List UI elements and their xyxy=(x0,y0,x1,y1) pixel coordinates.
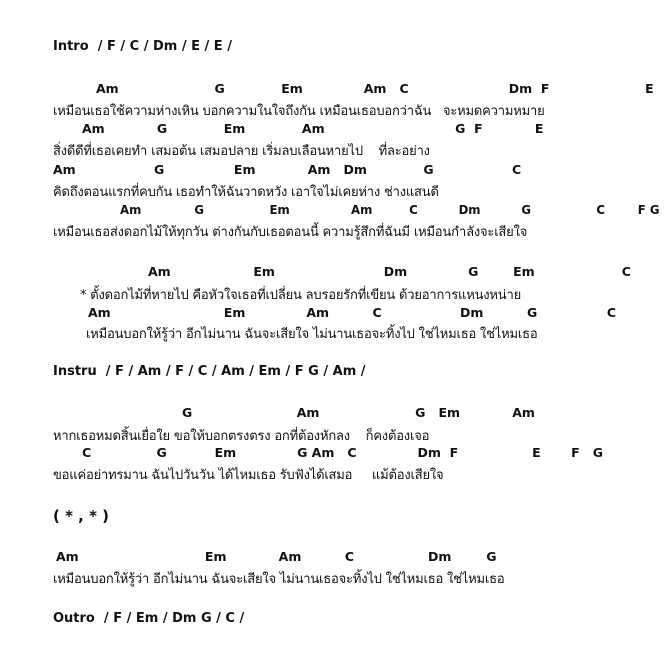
chord-line: Am Em Am C Dm G C xyxy=(88,305,617,320)
lyric-line: เหมือนบอกให้รู้ว่า อีกไม่นาน ฉันจะเสียใจ ไม่นานเธอจะทิ้งไป ใช่ไหมเธอ ใช่ไหมเธอ xyxy=(86,327,538,342)
chord-line: Am G Em Am Dm G C xyxy=(53,162,522,177)
repeat-marker: ( * , * ) xyxy=(53,507,109,525)
chord-line: Am Em Am C Dm G xyxy=(56,549,497,564)
lyric-line: คิดถึงตอนแรกที่คบกัน เธอทำให้ฉันวาดหวัง เอาใจไม่เคยห่าง ช่างแสนดี xyxy=(53,185,439,200)
lyric-line: เหมือนบอกให้รู้ว่า อีกไม่นาน ฉันจะเสียใจ ไม่นานเธอจะทิ้งไป ใช่ไหมเธอ ใช่ไหมเธอ xyxy=(53,572,505,587)
chord-line: Am G Em Am G F E xyxy=(82,121,544,136)
lyric-line: หากเธอหมดสิ้นเยื่อใย ขอให้บอกตรงตรง อกที่ต้องหักลง ก็คงต้องเจอ xyxy=(53,429,430,444)
lyric-line: ขอแค่อย่าทรมาน ฉันไปวันวัน ได้ไหมเธอ รับฟังได้เสมอ แม้ต้องเสียใจ xyxy=(53,468,444,483)
instru-line: Instru / F / Am / F / C / Am / Em / F G / Am / xyxy=(53,364,366,379)
lyric-line: * ตั้งดอกไม้ที่หายไป คือหัวใจเธอที่เปลี่ยน ลบรอยรักที่เขียน ด้วยอาการแหนงหน่าย xyxy=(80,288,522,303)
chord-line: Am Em Dm G Em C xyxy=(148,264,631,279)
chord-line: G Am G Em Am xyxy=(182,405,535,420)
lyric-line: สิ่งดีดีที่เธอเคยทำ เสมอต้น เสมอปลาย เริ่มลบเลือนหายไป ที่ละอย่าง xyxy=(53,144,430,159)
lyric-line: เหมือนเธอใช้ความห่างเหิน บอกความในใจถึงกัน เหมือนเธอบอกว่าฉัน จะหมดความหมาย xyxy=(53,104,545,119)
outro-line: Outro / F / Em / Dm G / C / xyxy=(53,611,245,626)
chord-line: C G Em G Am C Dm F E F G xyxy=(82,445,604,460)
lyric-line: เหมือนเธอส่งดอกไม้ให้ทุกวัน ต่างกันกับเธอตอนนี้ ความรู้สึกที่ฉันมี เหมือนกำลังจะเสียใจ xyxy=(53,225,528,240)
chord-line: Am G Em Am C Dm G C F G xyxy=(120,202,660,217)
intro-line: Intro / F / C / Dm / E / E / xyxy=(53,39,232,54)
chord-line: Am G Em Am C Dm F E xyxy=(96,81,654,96)
